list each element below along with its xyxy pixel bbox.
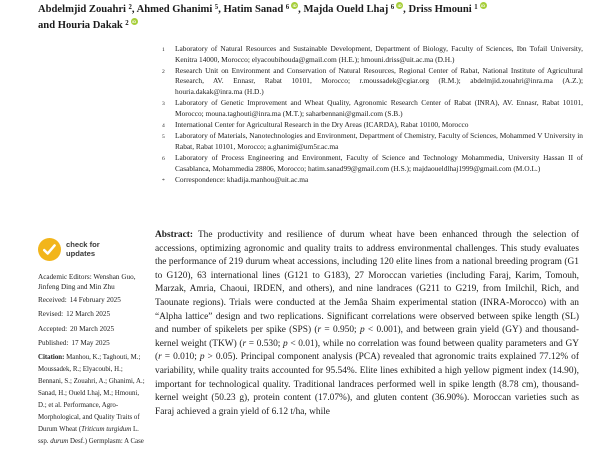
abstract-text-segment: p <box>199 352 205 363</box>
affiliation-marker: 2 <box>162 68 165 75</box>
history-date: 20 March 2025 <box>70 324 115 333</box>
history-label: Accepted: <box>38 324 68 333</box>
affiliation-text: Laboratory of Natural Resources and Sustainable Development, Department of Biology, Faculty of Sciences, Ibn Tofail University, Kenitra 14000, Morocco; elyacoubihouda@gmail.com (H.E.); hmouni.driss@uit.ac.ma (D.H.) <box>175 44 583 64</box>
history-date: 14 February 2025 <box>69 296 121 304</box>
history-label: Revised: <box>38 310 64 319</box>
author <box>38 4 137 15</box>
author <box>303 4 408 15</box>
abstract-text-segment: < 0.001), and between grain yield (GY) and thousand-kernel weight (TKW) ( <box>155 325 579 349</box>
orcid-icon[interactable] <box>291 2 298 9</box>
affiliations-list <box>162 44 583 186</box>
affiliation-superscript: 1 <box>474 3 478 11</box>
abstract-text-segment: = 0.010; <box>161 352 200 363</box>
author-name: Hatim Sanad <box>223 4 284 15</box>
author <box>137 4 224 15</box>
history-entry <box>38 310 158 320</box>
affiliation-marker: * <box>162 177 165 184</box>
abstract-text-segment: Abstract: <box>155 230 198 240</box>
affiliation-superscript: 5 <box>214 3 219 11</box>
author <box>224 4 304 15</box>
abstract-text-segment: = 0.530; <box>246 338 284 349</box>
academic-editors: Academic Editors: Wenshan Guo, Jinfeng Ding and Min Zhu <box>38 273 136 291</box>
orcid-icon[interactable] <box>396 2 403 9</box>
affiliation-item <box>162 98 583 120</box>
affiliation-marker: 4 <box>162 122 165 129</box>
article-history <box>38 296 158 353</box>
affiliation-marker: 6 <box>162 155 165 162</box>
history-entry <box>38 339 158 349</box>
affiliation-marker: 5 <box>162 134 165 141</box>
affiliation-superscript: 6 <box>390 3 395 11</box>
affiliation-item <box>162 66 583 98</box>
affiliation-text: Laboratory of Genetic Improvement and Wheat Quality, Agronomic Research Center of Rabat (INRA), AV. Ennasr, Rabat 10101, Morocco; mouna.taghouti@inra.ma (M.T.); saharbennani@gmail.com (S.B.) <box>175 97 583 118</box>
affiliation-marker: 1 <box>162 47 165 53</box>
author-name: Majda Oueld Lhaj <box>303 4 389 15</box>
citation-text-segment: Triticum turgidum <box>81 426 132 433</box>
author-name: Ahmed Ghanimi <box>136 4 213 15</box>
history-label: Received: <box>38 296 67 304</box>
affiliation-item <box>162 175 583 187</box>
orcid-icon[interactable] <box>131 18 138 25</box>
abstract-text-segment: = 0.950; <box>321 325 360 336</box>
abstract <box>155 229 579 419</box>
affiliation-item <box>162 120 583 132</box>
author-line-2 <box>38 18 568 34</box>
check-for-updates-label: check for updates <box>66 240 100 258</box>
affiliation-superscript: 6 <box>285 3 290 11</box>
author-separator: , <box>298 4 304 15</box>
history-entry <box>38 325 158 335</box>
author-separator: , <box>131 4 137 15</box>
author-name: and Houria Dakak <box>38 20 123 31</box>
history-entry <box>38 296 158 306</box>
affiliation-text: International Center for Agricultural Research in the Dry Areas (ICARDA), Rabat 10100, Morocco <box>175 119 469 129</box>
abstract-text-segment: p <box>283 338 288 349</box>
citation-block <box>38 352 148 448</box>
abstract-text-segment: > 0.05). Principal component analysis (PCA) revealed that agronomic traits explained 77.12% of variability, while quality traits accounted for 95.54%. Elite lines exhibited a high yellow pigment index (14.90), important for technological quality. Traditional landraces performed well in spike length (8.78 cm), thousand-kernel weight (50.23 g), protein content (17.07%), and gluten content (36.90%). Moroccan varieties such as Faraj achieved a grain yield of 6.12 t/ha, while <box>155 352 579 417</box>
citation-text-segment: Desf.) Germplasm: A Case <box>68 438 144 445</box>
author <box>408 4 486 15</box>
author-separator: , <box>218 4 224 15</box>
affiliation-superscript: 2 <box>128 3 132 11</box>
orcid-icon[interactable] <box>480 2 487 9</box>
citation-text-segment: Citation: <box>38 354 67 361</box>
citation-text-segment: L. ssp. <box>38 426 139 445</box>
affiliation-text: Correspondence: khadija.manhou@uit.ac.ma <box>175 174 309 184</box>
abstract-text-segment: r <box>242 338 247 349</box>
citation-text-segment: durum <box>50 438 69 445</box>
affiliation-superscript: 2 <box>125 19 129 27</box>
author-line-1 <box>38 2 568 18</box>
author-name: Driss Hmouni <box>408 4 472 15</box>
affiliation-text: Research Unit on Environment and Conservation of Natural Resources, Regional Center of Rabat, National Institute of Agricultural Research, AV. Ennasr, Rabat 10101, Morocco; r.moussadek@cgiar.org (R.M.); abdelmjid.zouahri@inra.ma (A.Z.); houria.dakak@inra.ma (H.D.) <box>175 65 583 97</box>
crossmark-check-icon <box>38 238 61 261</box>
affiliation-item <box>162 44 583 66</box>
citation-text-segment: Manhou, K.; Taghouti, M.; Moussadek, R.; Elyacoubi, H.; Bennani, S.; Zouahri, A.; Ghanimi, A.; Sanad, H.; Oueld Lhaj, M.; Hmouni, D.; et al. Performance, Agro-Morphological, and Quality Traits of Durum Wheat ( <box>38 354 145 433</box>
affiliation-item <box>162 153 583 175</box>
author <box>38 20 138 31</box>
history-date: 17 May 2025 <box>71 338 110 347</box>
author-name: Abdelmjid Zouahri <box>38 4 127 15</box>
affiliation-text: Laboratory of Materials, Nanotechnologies and Environment, Department of Chemistry, Faculty of Sciences, Mohammed V University in Rabat, Rabat 10101, Morocco; a.ghanimi@um5r.ac.ma <box>175 131 583 152</box>
abstract-text-segment: r <box>317 325 322 336</box>
affiliation-marker: 3 <box>162 100 165 107</box>
author-list <box>38 2 568 34</box>
affiliation-text: Laboratory of Process Engineering and Environment, Faculty of Science and Technology Mohammedia, University Hassan II of Casablanca, Mohammedia 28806, Morocco; hatim.sanad99@gmail.com (H.S.); majdaoueldlhaj1999@gmail.com (M.O.L.) <box>175 152 583 173</box>
history-date: 12 March 2025 <box>66 310 111 319</box>
author-separator: , <box>403 4 409 15</box>
abstract-text-segment: The productivity and resilience of durum wheat have been enhanced through the selection of accessions, optimizing agronomic and quality traits to address environmental challenges. This study evaluates the performance of 219 durum wheat accessions, including 120 elite lines from a national breeding program (G1 to G120), 63 international lines (G121 to G183), 27 Moroccan varieties (including Faraj, Karim, Tomouh, Marzak, Amria, Chaoui, IRDEN, and others), and nine landraces (G211 to G219, from Imilchil, Rich, and Taounate regions). Trials were conducted at the Jemâa Shaim experimental station (INRA-Morocco) with an “Alpha lattice” design and two replications. Significant correlations were observed between spike length (SL) and number of spikelets per spike (SPS) ( <box>155 230 579 336</box>
check-for-updates-badge[interactable] <box>38 238 100 261</box>
abstract-text-segment: < 0.01), while no correlation was found between quality parameters and GY ( <box>155 338 579 363</box>
history-label: Published: <box>38 338 69 347</box>
abstract-text-segment: p <box>359 325 365 336</box>
abstract-text-segment: r <box>158 352 162 363</box>
affiliation-item <box>162 131 583 153</box>
